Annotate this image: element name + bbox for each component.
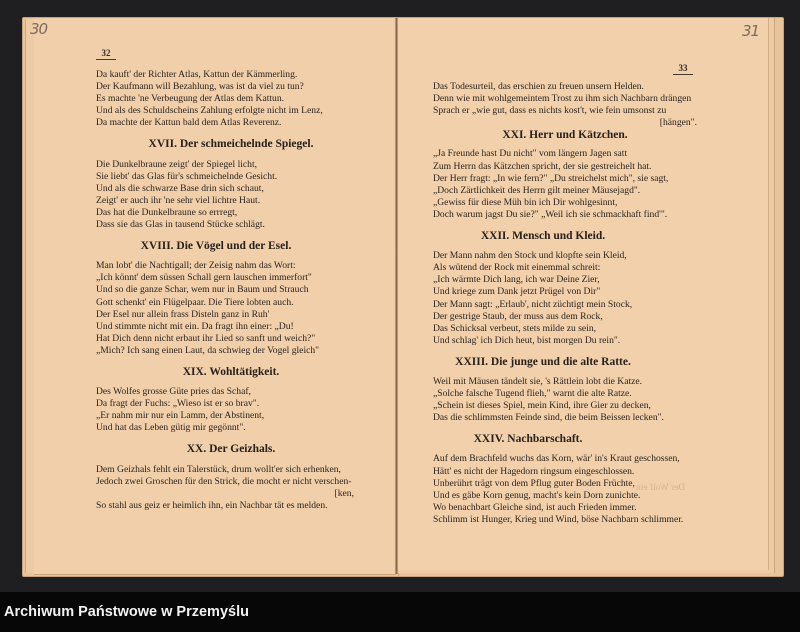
text-line: Sie liebt' das Glas für's schmeichelnde Gesicht.: [96, 170, 278, 182]
text-line: Sprach er „wie gut, dass es nichts kost't, wie fein umsonst zu: [433, 105, 667, 117]
text-line: Der Esel nur allein frass Disteln ganz in Ruh': [96, 308, 270, 320]
archive-footer-bar: [0, 592, 800, 632]
text-line: Der Herr fragt: „In wie fern?" „Du streichelst mich", sie sagt,: [433, 172, 669, 184]
text-line: Da fragt der Fuchs: „Wieso ist er so brav".: [96, 398, 260, 410]
right-page-number: 33: [673, 63, 693, 75]
text-line: Da kauft' der Richter Atlas, Kattun der Kämmerling.: [96, 69, 298, 80]
poem-body: [433, 376, 697, 424]
text-line: Und stimmte nicht mit ein. Da fragt ihn einer: „Du!: [96, 320, 294, 332]
text-line: Hat Dich denn nicht erbaut ihr Lied so sanft und weich?": [96, 332, 316, 344]
poem-body: [433, 250, 697, 347]
text-line: Es machte 'ne Verbeugung der Atlas dem Kattun.: [96, 93, 285, 105]
right-pencil-folio: 31: [742, 22, 760, 40]
text-line: Und als die schwarze Base drin sich schaut,: [96, 182, 264, 194]
right-page-text: [433, 81, 697, 526]
poem-body: [433, 453, 697, 526]
text-line: Man lobt' die Nachtigall; der Zeisig nahm das Wort:: [96, 260, 296, 272]
text-line: Jedoch zwei Groschen für den Strick, die mocht er nicht verschen-: [96, 475, 352, 487]
text-line: „Ich könnt' dem süssen Schall gern lauschen immerfort": [96, 272, 312, 284]
text-line-hyphen-wrap: [hängen".: [659, 117, 697, 129]
text-line: Und hat das Leben gütig mir gegönnt".: [96, 422, 246, 434]
text-line: „Solche falsche Tugend flieh," warnt die alte Ratze.: [433, 388, 632, 400]
poem-body: [96, 159, 386, 232]
poem-title: XXII. Mensch und Kleid.: [480, 230, 606, 243]
text-line: „Gewiss für diese Müh bin ich Dir wohlgesinnt,: [433, 196, 618, 208]
text-line: Der Kaufmann will Bezahlung, was ist da viel zu tun?: [96, 81, 304, 93]
text-line: Und als des Schuldscheins Zahlung erfolgte nicht im Lenz,: [96, 105, 323, 117]
text-line: Hätt' es nicht der Hagedorn ringsum eingeschlossen.: [433, 465, 635, 477]
text-line: „Er nahm mir nur ein Lamm, der Abstinent,: [96, 410, 265, 422]
text-line-hyphen-wrap: [ken,: [334, 487, 354, 499]
text-line: Denn wie mit wohlgemeintem Trost zu ihm sich Nachbarn drängen: [433, 93, 692, 105]
text-line: Dass sie das Glas in tausend Stücke schlägt.: [96, 219, 265, 231]
text-line: Die Dunkelbraune zeigt' der Spiegel licht,: [96, 158, 258, 170]
text-line: Das die schlimmsten Feinde sind, die beim Beissen lecken".: [433, 412, 664, 424]
poem-body: [433, 148, 697, 221]
left-pencil-folio: 30: [30, 20, 48, 38]
text-line: Dem Geizhals fehlt ein Talerstück, drum wollt'er sich erhenken,: [96, 463, 341, 475]
text-line: Der gestrige Staub, der muss aus dem Rock,: [433, 310, 603, 322]
poem-body: [96, 260, 386, 357]
text-line: Schlimm ist Hunger, Krieg und Wind, böse Nachbarn schlimmer.: [433, 513, 684, 525]
poem-title: XVIII. Die Vögel und der Esel.: [140, 240, 292, 253]
text-line: Auf dem Brachfeld wuchs das Korn, wär' in's Kraut geschossen,: [433, 453, 680, 465]
poem-title: XX. Der Geizhals.: [186, 443, 276, 456]
text-line: Das Schicksal verbeut, stets milde zu sein,: [433, 322, 597, 334]
bleed-through-text: Der Wolf ein: [636, 483, 686, 493]
text-line: Des Wolfes grosse Güte pries das Schaf,: [96, 386, 251, 398]
text-line: Und schlag' ich Dich heut, bist morgen Du rein".: [433, 334, 621, 346]
text-line: Und es gäbe Korn genug, macht's kein Dorn zunichte.: [433, 489, 641, 501]
text-line: Unberührt trägt von dem Pflug guter Boden Früchte,: [433, 477, 635, 489]
text-line: „Ja Freunde hast Du nicht" vom längern Jagen satt: [433, 148, 628, 160]
text-line: Zum Herrn das Kätzchen spricht, der sie gestreichelt hat.: [433, 160, 652, 172]
text-line: Doch warum jagst Du sie?" „Weil ich sie schmackhaft find'".: [433, 208, 668, 220]
text-line: Das Todesurteil, das erschien zu freuen unsern Helden.: [433, 81, 644, 92]
text-line: „Mich? Ich sang einen Laut, da schwieg der Vogel gleich": [96, 344, 320, 356]
left-page-number: 32: [96, 48, 116, 60]
poem-body: [96, 464, 386, 512]
poem-title: XXIII. Die junge und die alte Ratte.: [455, 355, 631, 368]
left-continuation: [96, 69, 386, 129]
text-line: Wo benachbart Gleiche sind, ist auch Frieden immer.: [433, 501, 637, 513]
poem-title: XXI. Herr und Kätzchen.: [502, 129, 628, 142]
poem-title: XXIV. Nachbarschaft.: [473, 433, 583, 446]
text-line: So stahl aus geiz er heimlich ihn, ein Nachbar tät es melden.: [96, 499, 328, 511]
text-line: „Doch Zärtlichkeit des Herrn gilt meiner Mäusejagd".: [433, 184, 641, 196]
text-line: Weil mit Mäusen tändelt sie, 's Rättlein lobt die Katze.: [433, 375, 643, 387]
text-line: Da machte der Kattun bald dem Atlas Reverenz.: [96, 117, 282, 129]
text-line: Und kriege zum Dank jetzt Prügel von Dir": [433, 286, 601, 298]
text-line: Und so die ganze Schar, wem nur in Baum und Strauch: [96, 284, 309, 296]
text-line: „Schein ist dieses Spiel, mein Kind, ihre Gier zu decken,: [433, 400, 651, 412]
text-line: „Ich wärmte Dich lang, ich war Deine Zier,: [433, 274, 600, 286]
left-page-text: [96, 69, 386, 512]
poem-title: XVII. Der schmeichelnde Spiegel.: [148, 138, 314, 151]
archive-name-label: Archiwum Państwowe w Przemyślu: [4, 604, 249, 620]
text-line: Das hat die Dunkelbraune so errregt,: [96, 206, 238, 218]
text-line: Der Mann nahm den Stock und klopfte sein Kleid,: [433, 250, 627, 262]
text-line: Zeigt' er auch ihr 'ne sehr viel lichtre Haut.: [96, 194, 261, 206]
poem-body: [96, 386, 386, 434]
poem-title: XIX. Wohltätigkeit.: [182, 365, 280, 378]
text-line: Der Mann sagt: „Erlaub', nicht züchtigt mein Stock,: [433, 298, 633, 310]
book-gutter: [395, 18, 398, 574]
text-line: Als wütend der Rock mit einemmal schreit:: [433, 262, 601, 274]
right-continuation: [433, 81, 697, 129]
text-line: Gott schenkt' ein Flügelpaar. Die Tiere lobten auch.: [96, 296, 294, 308]
